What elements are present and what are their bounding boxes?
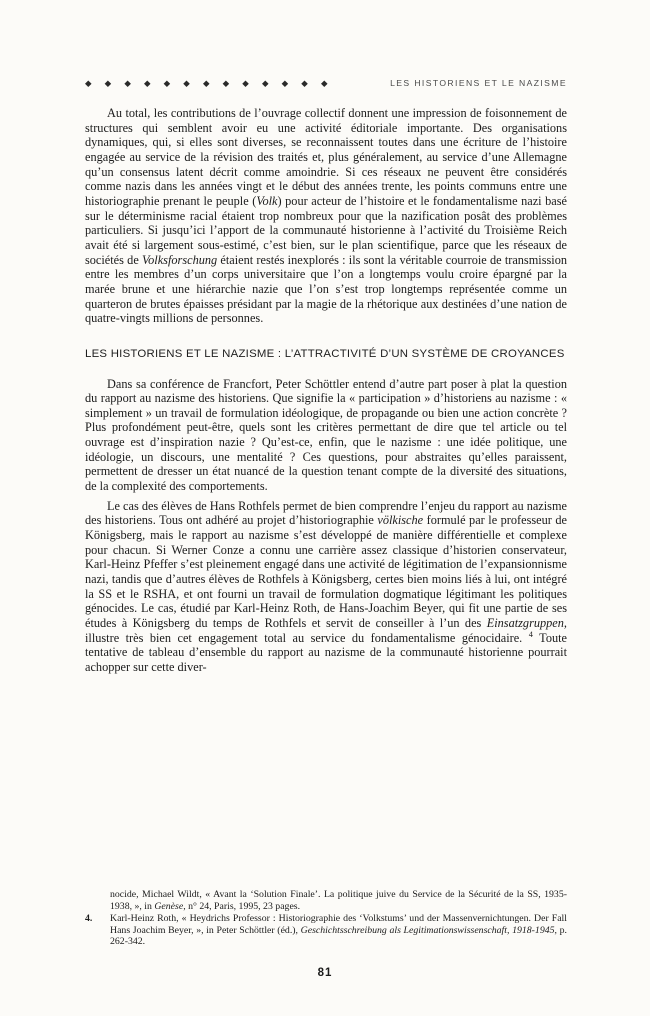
section-heading: LES HISTORIENS ET LE NAZISME : L’ATTRACTIVITÉ D’UN SYSTÈME DE CROYANCES <box>85 347 565 360</box>
footnote-continuation: nocide, Michael Wildt, « Avant la ‘Solution Finale’. La politique juive du Service de la Sécurité de la SS, 1935-1938, », in Genèse, n° 24, Paris, 1995, 23 pages. <box>110 889 567 912</box>
page-number: 81 <box>317 967 333 979</box>
footnote-4 <box>85 913 567 948</box>
paragraph-3: Le cas des élèves de Hans Rothfels permet de bien comprendre l’enjeu du rapport au nazisme des historiens. Tous ont adhéré au projet d’historiographie völkische formulé par le professeur de Königsberg, mais le rapport au nazisme s’est développé de manière différentielle et complexe pour chacun. Si Werner Conze a connu une carrière assez classique d’historien conservateur, Karl-Heinz Pfeffer s’est pleinement engagé dans une activité de légitimation de l’expansionnisme nazi, tandis que d’autres élèves de Rothfels à Königsberg, certes bien moins liés à lui, ont intégré la SS et le RSHA, et ont fourni un travail de formulation dogmatique légitimant les politiques génocides. Le cas, étudié par Karl-Heinz Roth, de Hans-Joachim Beyer, qui fit une partie de ses études à Königsberg du temps de Rothfels et servit de conseiller à l’un des Einsatzgruppen, illustre très bien cet engagement total au service du fondamentalisme génocidaire. $^4$ Toute tentative de tableau d’ensemble du rapport au nazisme de la communauté historienne pourrait achopper sur cette diver- <box>85 498 567 674</box>
running-title: LES HISTORIENS ET LE NAZISME <box>390 78 567 88</box>
footnotes-block <box>85 889 567 949</box>
body-text <box>85 106 567 680</box>
page-header <box>85 78 567 89</box>
diamond-ornaments: ◆ ◆ ◆ ◆ ◆ ◆ ◆ ◆ ◆ ◆ ◆ ◆ ◆ <box>85 78 330 88</box>
footnote-4-number: 4. <box>85 913 93 924</box>
footnote-4-text: Karl-Heinz Roth, « Heydrichs Professor : Historiographie des ‘Volkstums’ und der Massenvernichtungen. Der Fall Hans Joachim Beyer, », in Peter Schöttler (éd.), Geschichtsschreibung als Legitimationswissenschaft, 1918-1945, p. 262-342. <box>110 913 567 947</box>
paragraph-2: Dans sa conférence de Francfort, Peter Schöttler entend d’autre part poser à plat la question du rapport au nazisme des historiens. Que signifie la « participation » d’historiens au nazisme : « simplement » un travail de formulation idéologique, de propagande ou bien une action concrète ? Plus profondément peut-être, quels sont les critères permettant de dire que tel article ou tel ouvrage est d’inspiration nazie ? Qu’est-ce, enfin, que le nazisme : une idée politique, une idéologie, un discours, une mentalité ? Ces questions, pour abstraites qu’elles paraissent, permettent de dresser un état nuancé de la question tenant compte de la diversité des situations, de la complexité des comportements. <box>85 376 567 494</box>
paragraph-1: Au total, les contributions de l’ouvrage collectif donnent une impression de foisonnement de structures qui semblent avoir eu une activité éditoriale importante. Des organisations dynamiques, qui, si elles sont diverses, se reconnaissent toutes dans une écriture de l’histoire engagée au service de la révision des traités et, plus généralement, au service d’une Allemagne qu’un consensus latent décrit comme amoindrie. Si ces réseaux ne peuvent être considérés comme nazis dans les années vingt et le début des années trente, les points communs entre une historiographie prenant le peuple (Volk) pour acteur de l’histoire et le fondamentalisme nazi basé sur le déterminisme racial étaient trop nombreux pour que la nazification posât des problèmes particuliers. Si jusqu’ici l’apport de la communauté historienne à l’activité du Troisième Reich avait été si largement sous-estimé, c’est bien, sur le plan scientifique, parce que les réseaux de sociétés de Volksforschung étaient restés inexplorés : ils sont la véritable courroie de transmission entre les membres d’un corps universitaire que l’on a longtemps voulu croire épargné par la marée brune et une hiérarchie nazie que l’on s’est trop longtemps représentée comme un quarteron de brutes épaisses présidant par la magie de la rhétorique aux destinées d’une nation de quatre-vingts millions de personnes. <box>85 106 567 326</box>
